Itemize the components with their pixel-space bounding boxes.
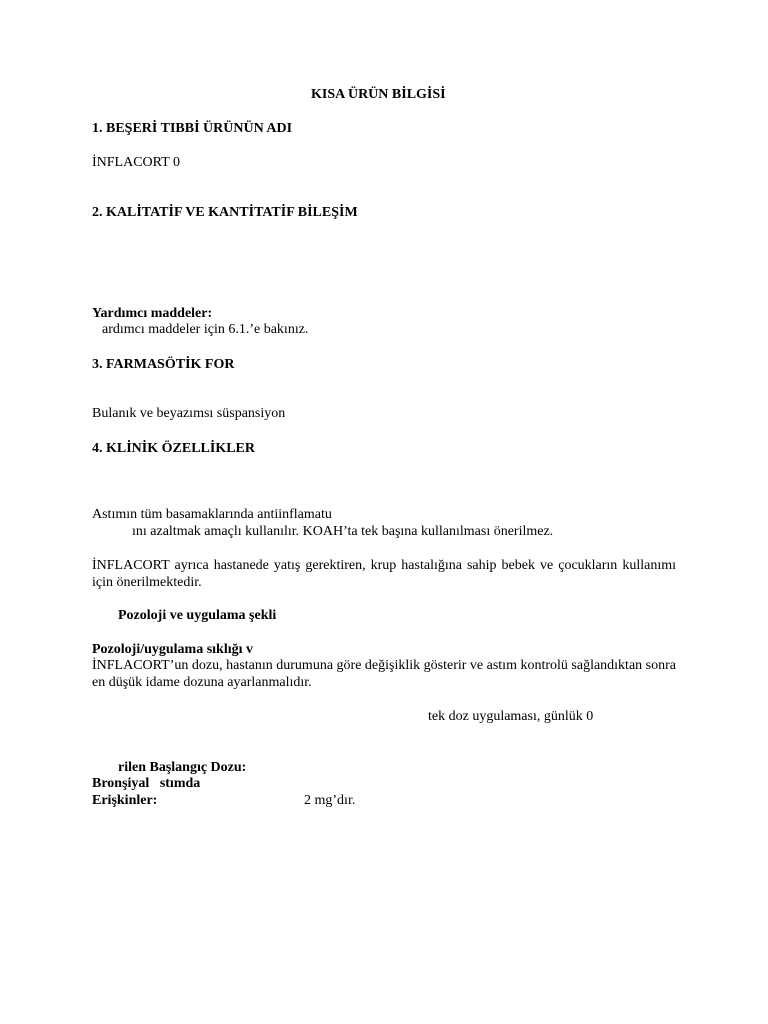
frequency-label: Pozoloji/uygulama sıklığı v	[92, 642, 254, 657]
section-3-heading: 3. FARMASÖTİK FOR	[92, 357, 235, 372]
excipients-text: ardımcı maddeler için 6.1.’e bakınız.	[102, 322, 309, 337]
single-dose-text: tek doz uygulaması, günlük 0	[428, 709, 594, 724]
section-2-heading: 2. KALİTATİF VE KANTİTATİF BİLEŞİM	[92, 205, 358, 220]
posology-heading: Pozoloji ve uygulama şekli	[118, 608, 277, 623]
excipients-label: Yardımcı maddeler:	[92, 306, 213, 321]
section-1-heading: 1. BEŞERİ TIBBİ ÜRÜNÜN ADI	[92, 121, 293, 136]
document-title: KISA ÜRÜN BİLGİSİ	[311, 87, 446, 102]
adults-dose: 2 mg’dır.	[304, 793, 356, 808]
croup-paragraph: İNFLACORT ayrıca hastanede yatış gerektiren, krup hastalığına sahip bebek ve çocukların kullanımı için önerilmektedir.	[92, 558, 676, 590]
section-4-heading: 4. KLİNİK ÖZELLİKLER	[92, 441, 255, 456]
adults-label: Erişkinler:	[92, 793, 158, 808]
starting-dose-label: rilen Başlangıç Dozu:	[118, 760, 247, 775]
product-name: İNFLACORT 0	[92, 155, 180, 170]
asthma-label: Bronşiyal stımda	[92, 776, 201, 791]
dose-paragraph: İNFLACORT’un dozu, hastanın durumuna göre değişiklik gösterir ve astım kontrolü sağlandıktan sonra en düşük idame dozuna ayarlanmalıdır.	[92, 658, 676, 690]
indication-line-2: ını azaltmak amaçlı kullanılır. KOAH’ta tek başına kullanılması önerilmez.	[132, 524, 554, 539]
pharmaceutical-form-text: Bulanık ve beyazımsı süspansiyon	[92, 406, 286, 421]
indication-line-1: Astımın tüm basamaklarında antiinflamatu	[92, 507, 332, 522]
